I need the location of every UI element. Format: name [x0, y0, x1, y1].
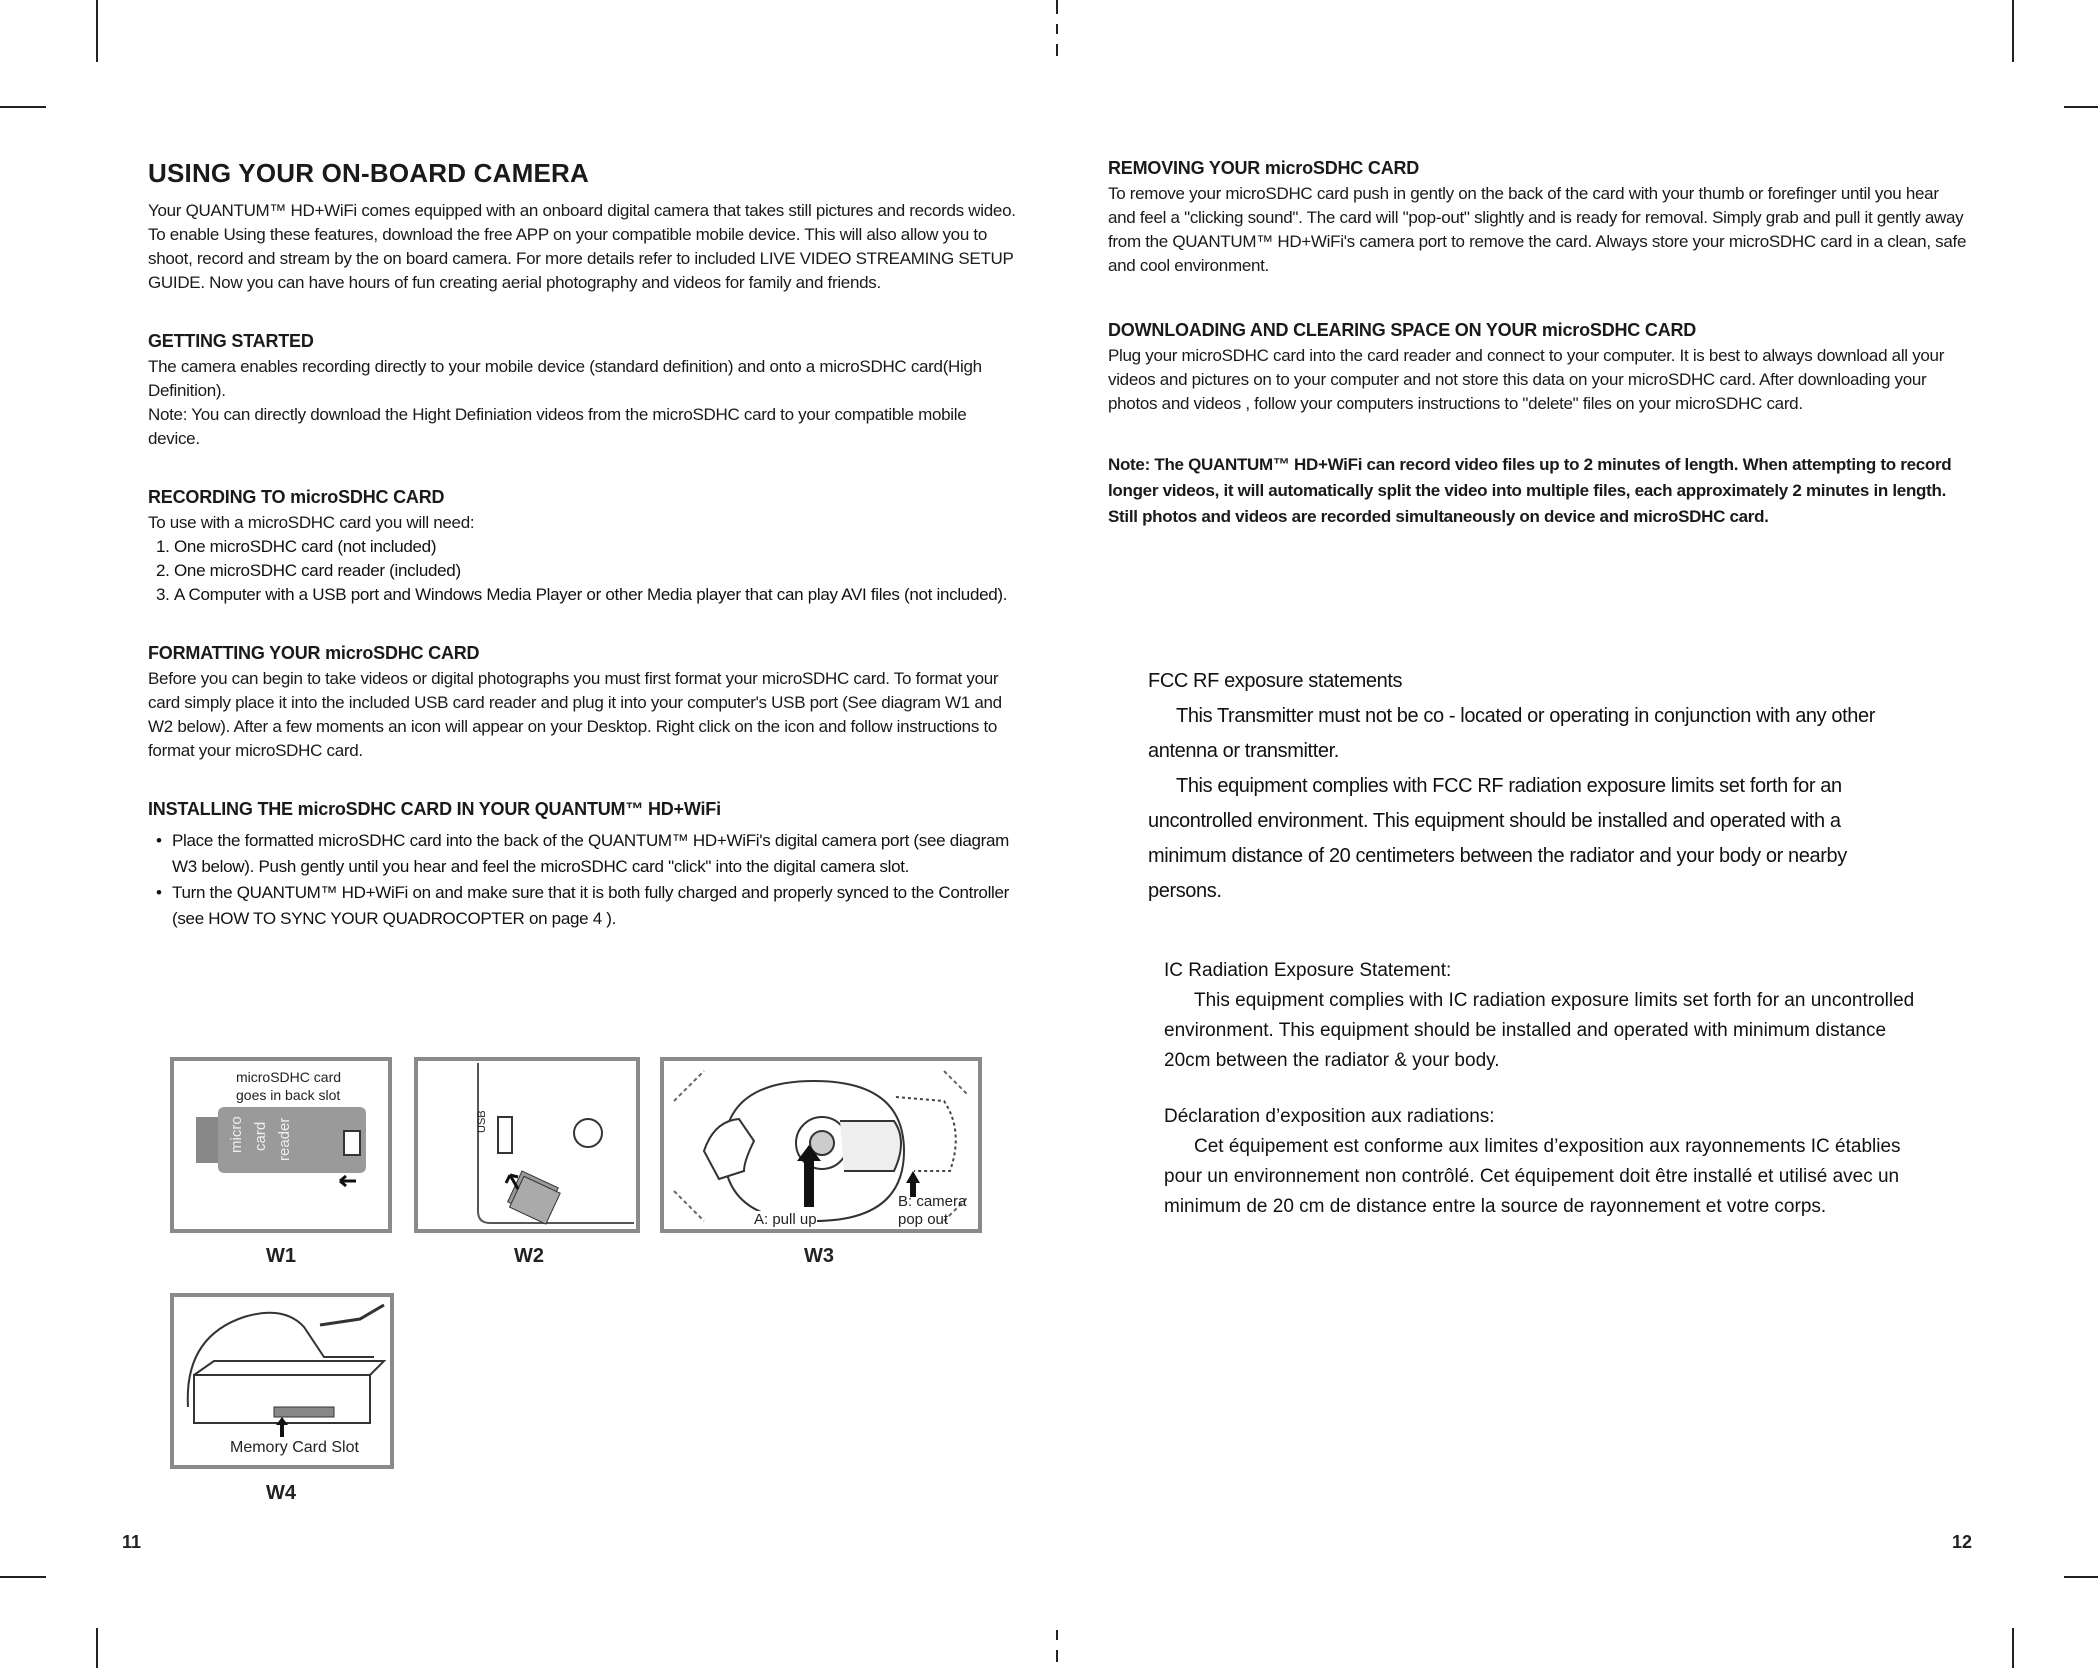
fold-mark: [1056, 1630, 1058, 1640]
w2-usb-label: USB: [476, 1110, 488, 1133]
list-item: • Turn the QUANTUM™ HD+WiFi on and make sure that it is both fully charged and properly synced to the Controller (see HOW TO SYNC YOUR QUADROCOPTER on page 4 ).: [162, 880, 1018, 932]
formatting-text: Before you can begin to take videos or digital photographs you must first format your microSDHC card. To format your card simply place it into the included USB card reader and plug it into your computer's USB port (See diagram W1 and W2 below). After a few moments an icon will appear on your Desktop. Right click on the icon and follow instructions to format your microSDHC card.: [148, 669, 1002, 760]
getting-started-note: Note: You can directly download the Hight Definiation videos from the microSDHC card to your compatible mobile device.: [148, 405, 967, 448]
list-item: 1. One microSDHC card (not included): [174, 535, 1018, 559]
w1-reader-text-2: card: [252, 1121, 269, 1151]
ic-french-title: Déclaration d’exposition aux radiations:: [1164, 1106, 1495, 1127]
crop-mark: [2012, 0, 2014, 62]
usb-port-illustration: [418, 1061, 636, 1229]
figure-w3: [660, 1057, 982, 1233]
w1-reader-text-1: micro: [228, 1116, 245, 1153]
w3-label-a: A: pull up: [754, 1211, 817, 1228]
fcc-title: FCC RF exposure statements: [1148, 670, 1403, 692]
installing-heading: INSTALLING THE microSDHC CARD IN YOUR QUANTUM™ HD+WiFi: [148, 799, 721, 819]
fold-mark: [1056, 24, 1058, 34]
getting-started-heading: GETTING STARTED: [148, 331, 314, 351]
fold-mark: [1056, 44, 1058, 56]
fcc-paragraph-2: This equipment complies with FCC RF radiation exposure limits set forth for an uncontrolled environment. This equipment should be installed and operated with a minimum distance of 20 centimeters between the radiator and your body or nearby persons.: [1148, 775, 1847, 902]
figure-w4: [170, 1293, 394, 1469]
recording-length-note: Note: The QUANTUM™ HD+WiFi can record video files up to 2 minutes of length. When attempting to record longer videos, it will automatically split the video into multiple files, each approximately 2 minutes in length. Still photos and videos are recorded simultaneously on device and microSDHC card.: [1108, 455, 1952, 526]
fcc-statement-block: [1148, 664, 1888, 909]
recording-lead: To use with a microSDHC card you will need:: [148, 513, 475, 532]
w3-label-b-line1: B: camera: [898, 1193, 967, 1210]
intro-section: [148, 199, 1018, 295]
fold-mark: [1056, 1650, 1058, 1662]
ic-statement-block: [1164, 956, 1924, 1222]
crop-mark: [2064, 1576, 2098, 1578]
intro-text: Your QUANTUM™ HD+WiFi comes equipped with an onboard digital camera that takes still pictures and records wideo. To enable Using these features, download the free APP on your compatible mobile device. This will also allow you to shoot, record and stream by the on board camera. For more details refer to included LIVE VIDEO STREAMING SETUP GUIDE. Now you can have hours of fun creating aerial photography and videos for family and friends.: [148, 201, 1016, 292]
page-number-right: 12: [1952, 1532, 1973, 1552]
fcc-paragraph-1: This Transmitter must not be co - located or operating in conjunction with any other antenna or transmitter.: [1148, 705, 1875, 762]
w3-caption: W3: [804, 1245, 834, 1267]
ic-paragraph-1: This equipment complies with IC radiation exposure limits set forth for an uncontrolled environment. This equipment should be installed and operated with minimum distance 20cm between the radiator & your body.: [1164, 990, 1915, 1071]
installing-section: [148, 799, 1018, 932]
ic-title: IC Radiation Exposure Statement:: [1164, 960, 1452, 981]
installing-list: [148, 828, 1018, 932]
removing-heading: REMOVING YOUR microSDHC CARD: [1108, 158, 1420, 178]
page-title: USING YOUR ON-BOARD CAMERA: [148, 158, 589, 188]
downloading-section: [1108, 320, 1968, 416]
w4-caption: W4: [266, 1482, 296, 1504]
downloading-text: Plug your microSDHC card into the card reader and connect to your computer. It is best to always download all your videos and pictures on to your computer and not store this data on your microSDHC card. After downloading your photos and videos , follow your computers instructions to "delete" files on your microSDHC card.: [1108, 346, 1945, 413]
w3-label-b-line2: pop out: [898, 1211, 949, 1228]
left-page-column: [148, 158, 1018, 976]
crop-mark: [0, 106, 46, 108]
crop-mark: [0, 1576, 46, 1578]
list-item: 3. A Computer with a USB port and Windows Media Player or other Media player that can play AVI files (not included).: [174, 583, 1018, 607]
removing-section: [1108, 158, 1968, 278]
list-item: • Place the formatted microSDHC card into the back of the QUANTUM™ HD+WiFi's digital camera port (see diagram W3 below). Push gently until you hear and feel the microSDHC card "click" into the digital camera slot.: [162, 828, 1018, 880]
figure-w1: [170, 1057, 392, 1233]
figure-w2: [414, 1057, 640, 1233]
page-number-left: 11: [122, 1532, 142, 1552]
getting-started-section: [148, 331, 1018, 451]
crop-mark: [96, 0, 98, 62]
formatting-section: [148, 643, 1018, 763]
fold-mark: [1056, 0, 1058, 14]
w4-label: Memory Card Slot: [230, 1439, 359, 1456]
downloading-heading: DOWNLOADING AND CLEARING SPACE ON YOUR microSDHC CARD: [1108, 320, 1697, 340]
w1-label-line2: goes in back slot: [236, 1087, 341, 1103]
w1-label-line1: microSDHC card: [236, 1069, 342, 1085]
list-item: 2. One microSDHC card reader (included): [174, 559, 1018, 583]
recording-list: [148, 535, 1018, 607]
crop-mark: [96, 1628, 98, 1668]
w1-reader-text-3: reader: [276, 1117, 293, 1161]
w1-caption: W1: [266, 1245, 296, 1267]
recording-heading: RECORDING TO microSDHC CARD: [148, 487, 445, 507]
recording-section: [148, 487, 1018, 607]
crop-mark: [2012, 1628, 2014, 1668]
crop-mark: [2064, 106, 2098, 108]
right-page-column: [1108, 158, 1968, 530]
ic-french-paragraph: Cet équipement est conforme aux limites d’exposition aux rayonnements IC établies pour un environnement non contrôlé. Cet équipement doit être installé et utilisé avec un minimum de 20 cm de distance entre la source de rayonnement et votre corps.: [1164, 1136, 1901, 1217]
removing-text: To remove your microSDHC card push in gently on the back of the card with your thumb or forefinger until you hear and feel a "clicking sound". The card will "pop-out" slightly and is ready for removal. Simply grab and pull it gently away from the QUANTUM™ HD+WiFi's camera port to remove the card. Always store your microSDHC card in a clean, safe and cool environment.: [1108, 184, 1967, 275]
getting-started-text: The camera enables recording directly to your mobile device (standard definition) and onto a microSDHC card(High Definition).: [148, 357, 982, 400]
w2-caption: W2: [514, 1245, 544, 1267]
formatting-heading: FORMATTING YOUR microSDHC CARD: [148, 643, 480, 663]
